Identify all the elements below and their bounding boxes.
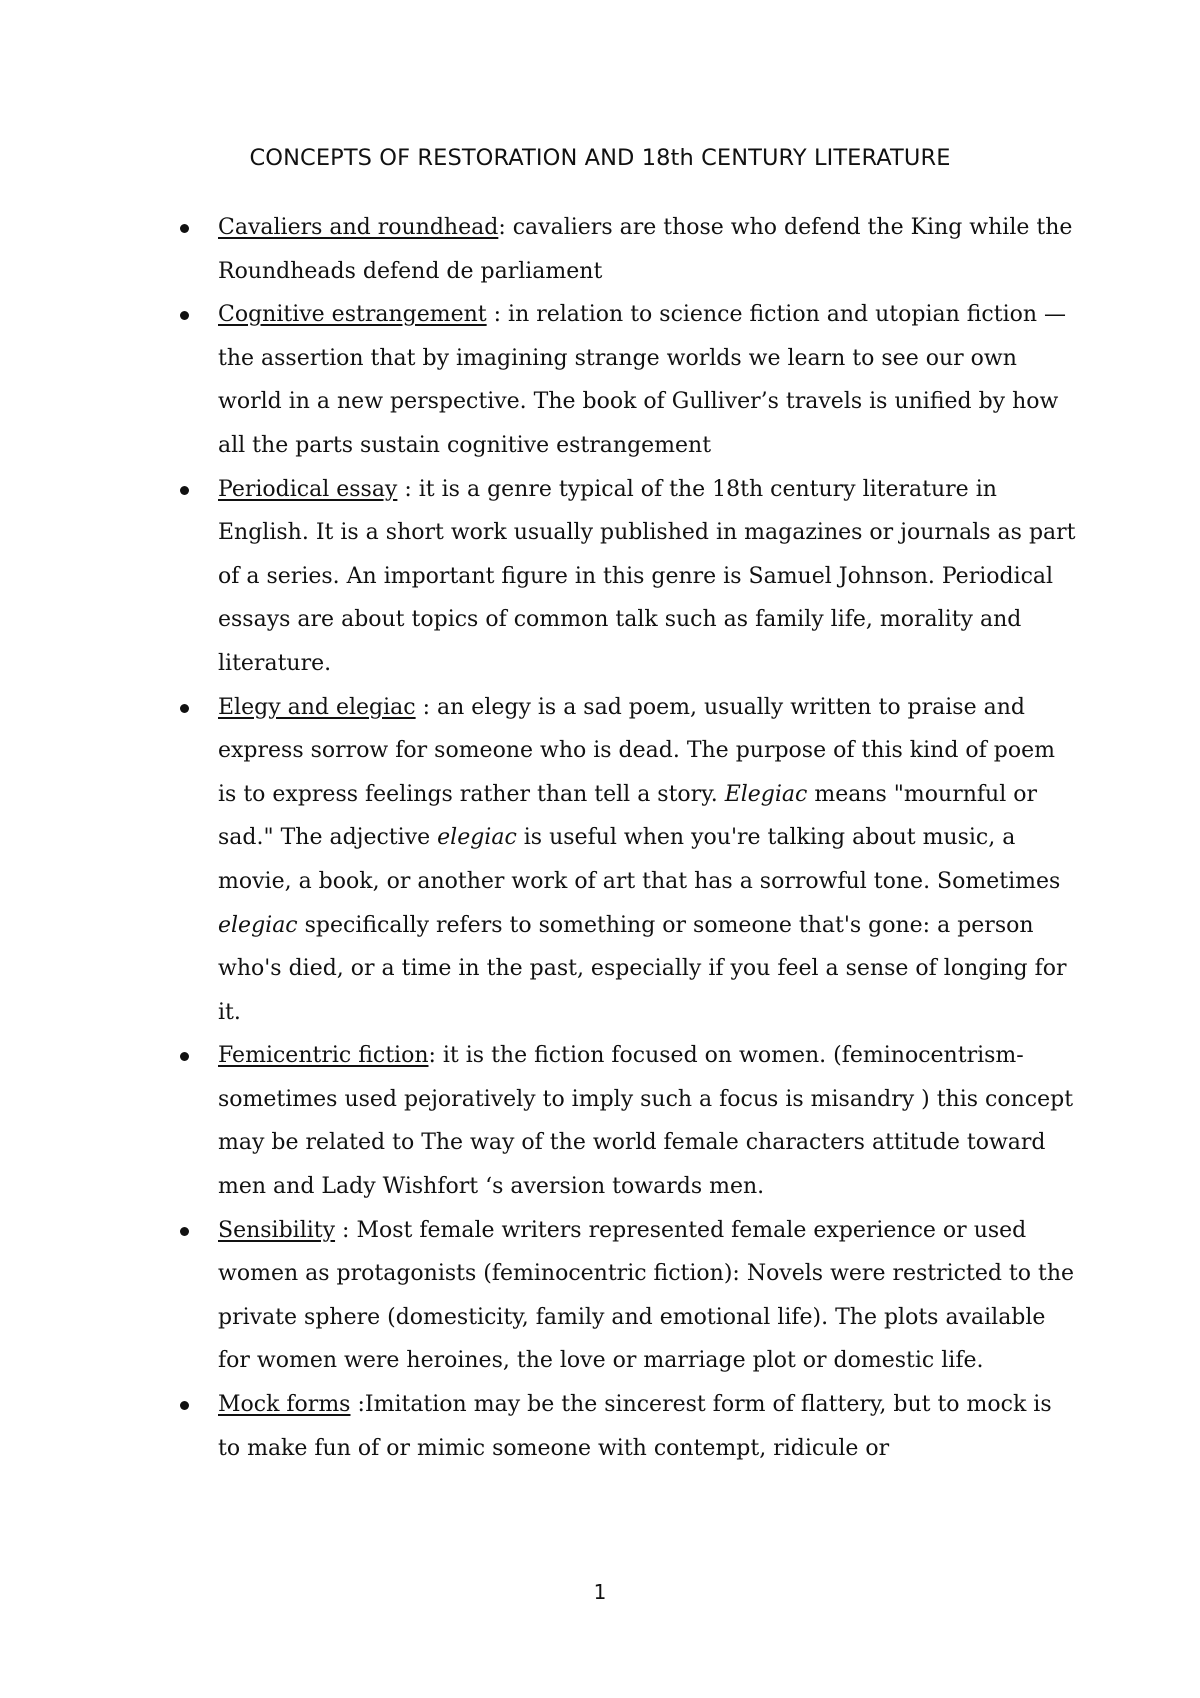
concept-list	[218, 206, 1078, 1470]
bullet-icon	[180, 704, 189, 713]
concept-term: Cavaliers and roundhead	[218, 215, 499, 240]
italic-term-mention: Elegiac	[724, 781, 808, 807]
bullet-icon	[180, 224, 189, 233]
italic-term-mention: elegiac	[437, 825, 517, 851]
italic-term-mention: elegiac	[218, 912, 298, 938]
concept-entry	[218, 686, 1078, 1035]
concept-entry	[218, 1383, 1078, 1470]
concept-definition-text: : it is the fiction focused on women. (feminocentrism- sometimes used pejoratively to imply such a focus is misandry ) this concept may be related to The way of the world female characters attitude toward men and Lady Wishfort ‘s aversion towards men.	[218, 1043, 1074, 1200]
concept-term: Elegy and elegiac	[218, 694, 416, 720]
concept-entry	[218, 293, 1078, 467]
bullet-icon	[180, 311, 189, 320]
concept-entry	[218, 468, 1078, 686]
concept-definition-text: :Imitation may be the sincerest form of flattery, but to mock is to make fun of or mimic someone with contempt, ridicule or	[218, 1392, 1052, 1461]
concept-term: Cognitive estrangement	[218, 302, 487, 328]
concept-definition-text: : in relation to science fiction and utopian fiction — the assertion that by imagining strange worlds we learn to see our own world in a new perspective. The book of Gulliver’s travels is unified by how all the parts sustain cognitive estrangement	[218, 302, 1067, 458]
bullet-icon	[180, 1227, 189, 1236]
concept-term: Sensibility	[218, 1217, 336, 1243]
page-number: 1	[593, 1580, 607, 1604]
document-title: CONCEPTS OF RESTORATION AND 18th CENTURY LITERATURE	[249, 145, 951, 171]
concept-definition-text: : Most female writers represented female experience or used women as protagonists (feminocentric fiction): Novels were restricted to the private sphere (domesticity, family and emotional life). The plots available for women were heroines, the love or marriage plot or domestic life.	[218, 1217, 1075, 1374]
concept-term: Femicentric fiction	[218, 1043, 429, 1069]
concept-definition-text: : it is a genre typical of the 18th century literature in English. It is a short work usually published in magazines or journals as part of a series. An important figure in this genre is Samuel Johnson. Periodical essays are about topics of common talk such as family life, morality and literature.	[218, 476, 1076, 676]
concept-entry	[218, 206, 1078, 293]
concept-definition-text: : an elegy is a sad poem, usually written to praise and express sorrow for someone who is dead. The purpose of this kind of poem is to express feelings rather than tell a story.	[218, 694, 1056, 807]
concept-definition-text: means "mournful or sad." The adjective	[218, 781, 1037, 851]
bullet-icon	[180, 1401, 189, 1410]
concept-entry	[218, 1034, 1078, 1208]
concept-definition-text: : cavaliers are those who defend the King while the Roundheads defend de parliament	[218, 215, 1073, 284]
concept-term: Periodical essay	[218, 476, 398, 502]
bullet-icon	[180, 486, 189, 495]
bullet-icon	[180, 1052, 189, 1061]
concept-entry	[218, 1209, 1078, 1383]
concept-definition-text: is useful when you're talking about music, a movie, a book, or another work of art that has a sorrowful tone. Sometimes	[218, 825, 1061, 894]
concept-definition-text: specifically refers to something or someone that's gone: a person who's died, or a time in the past, especially if you feel a sense of longing for it.	[218, 912, 1067, 1025]
concept-term: Mock forms	[218, 1392, 351, 1418]
